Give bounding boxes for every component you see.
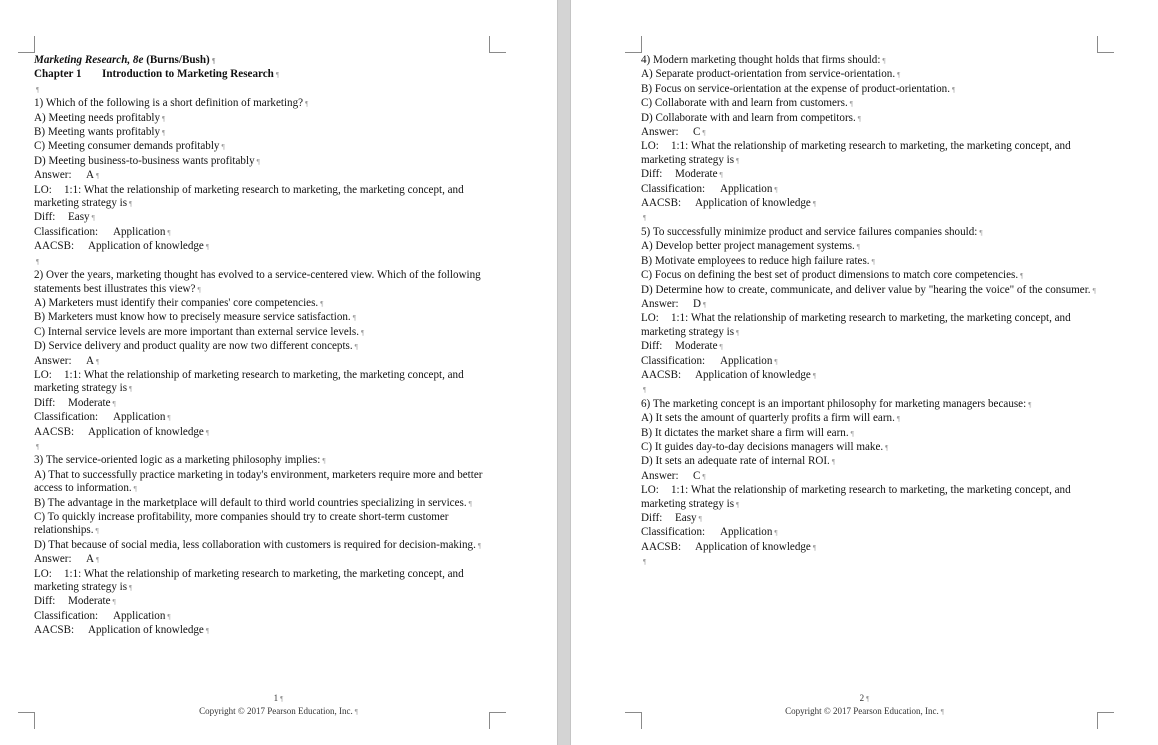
answer-option-value: B) Meeting wants profitably <box>34 126 161 139</box>
learning-objective-label: LO: <box>641 484 659 497</box>
answer-option: D) That because of social media, less collaboration with customers is required for decision-making. ¶ <box>34 538 482 551</box>
learning-objective-value: 1:1: What the relationship of marketing research to marketing, the marketing concept, and marketing strategy is <box>641 312 1071 338</box>
answer-option-value: A) That to successfully practice marketing in today's environment, marketers require more and better access to information. <box>34 468 483 495</box>
classification: Classification: Application ¶ <box>641 354 778 367</box>
aacsb-standard: AACSB: Application of knowledge ¶ <box>641 368 817 381</box>
learning-objective-label: LO: <box>641 140 659 153</box>
answer-key-value: A <box>86 169 95 182</box>
difficulty: Diff: Moderate ¶ <box>34 595 116 608</box>
answer-option-value: B) The advantage in the marketplace will default to third world countries specializing in services. <box>34 496 467 509</box>
document-page-2[interactable] <box>571 0 1158 745</box>
aacsb-standard-label: AACSB: <box>641 368 682 381</box>
answer-option: C) It guides day-to-day decisions managers will make. ¶ <box>641 440 889 453</box>
aacsb-standard: AACSB: Application of knowledge ¶ <box>34 624 210 637</box>
classification-label: Classification: <box>34 225 99 238</box>
answer-option: A) That to successfully practice marketing in today's environment, marketers require more and better access to information. ¶ <box>34 468 483 495</box>
difficulty-label: Diff: <box>34 211 56 224</box>
answer-option-value: A) Separate product-orientation from service-orientation. <box>641 68 896 81</box>
page-1-body[interactable]: Marketing Research, 8e (Burns/Bush) ¶ Chapter 1 Introduction to Marketing Research ¶ ¶ 1) Which of the following is a short definition of marketing? ¶ A) Meeting needs profitably ¶ B) Meeting wants profitably ¶ C) Meeting consumer demands profitably ¶ D) Meeting business-to-business wants profitably ¶ Answer: A ¶ LO: 1:1: What the relationship of marketing research to marketing, the marketing concept, and marketing strategy is ¶ Diff: Easy ¶ Classification: Application ¶ AACSB: Application of knowledge ¶ ¶ 2) Over the years, marketing thought has evolved to a service-centered view. Which of the following statements best illustrates this view? ¶ A) Marketers must identify their companies' core competencies. ¶ B) Marketers must know how to precisely measure service satisfaction. ¶ C) Internal service levels are more important than external service levels. ¶ D) Service delivery and product quality are now two different concepts. ¶ Answer: A ¶ LO: 1:1: What the relationship of marketing research to marketing, the marketing concept, and marketing strategy is ¶ Diff: Moderate ¶ Classification: Application ¶ AACSB: Application of knowledge ¶ ¶ 3) The service-oriented logic as a marketing philosophy implies: ¶ A) That to successfully practice marketing in today's environment, marketers require more and better access to information. ¶ B) The advantage in the marketplace will default to third world countries specializing in services. ¶ C) To quickly increase profitability, more companies should try to create short-term customer relationships. ¶ D) That because of social media, less collaboration with customers is required for decision-making. ¶ Answer: A ¶ LO: 1:1: What the relationship of marketing research to marketing, the marketing concept, and marketing strategy is ¶ Diff: Moderate ¶ Classification: Application ¶ AACSB: Application of knowledge ¶ <box>34 54 489 639</box>
answer-option: B) Motivate employees to reduce high failure rates. ¶ <box>641 254 875 267</box>
answer-option-value: D) Meeting business-to-business wants profitably <box>34 154 255 167</box>
answer-option-value: D) Collaborate with and learn from competitors. <box>641 111 856 124</box>
question-stem: 2) Over the years, marketing thought has evolved to a service-centered view. Which of the following statements best illustrates this view? ¶ <box>34 269 481 295</box>
aacsb-standard-label: AACSB: <box>641 540 682 553</box>
aacsb-standard-label: AACSB: <box>34 425 75 438</box>
answer-key-label: Answer: <box>641 126 679 139</box>
difficulty-label: Diff: <box>641 340 663 353</box>
page-number: 1 <box>273 693 279 703</box>
question-block-4 <box>641 54 1096 211</box>
answer-option: A) It sets the amount of quarterly profits a firm will earn. ¶ <box>641 412 901 425</box>
aacsb-standard-value: Application of knowledge <box>695 197 811 210</box>
difficulty-value: Easy <box>68 211 90 224</box>
answer-option-value: B) Marketers must know how to precisely measure service satisfaction. <box>34 311 351 324</box>
aacsb-standard: AACSB: Application of knowledge ¶ <box>641 540 817 553</box>
difficulty-value: Moderate <box>675 168 718 181</box>
question-stem-value: 1) Which of the following is a short definition of marketing? <box>34 97 304 110</box>
answer-option: B) The advantage in the marketplace will default to third world countries specializing in services. ¶ <box>34 496 472 509</box>
learning-objective-value: 1:1: What the relationship of marketing research to marketing, the marketing concept, and marketing strategy is <box>34 567 464 594</box>
question-stem: 1) Which of the following is a short definition of marketing? ¶ <box>34 97 309 110</box>
learning-objective: LO: 1:1: What the relationship of marketing research to marketing, the marketing concept, and marketing strategy is ¶ <box>641 484 1071 510</box>
answer-option-value: D) Service delivery and product quality are now two different concepts. <box>34 340 353 353</box>
answer-option-value: B) Motivate employees to reduce high failure rates. <box>641 254 870 267</box>
learning-objective: LO: 1:1: What the relationship of marketing research to marketing, the marketing concept, and marketing strategy is ¶ <box>34 567 464 594</box>
aacsb-standard-value: Application of knowledge <box>88 624 204 637</box>
question-block-1 <box>34 97 489 254</box>
learning-objective: LO: 1:1: What the relationship of marketing research to marketing, the marketing concept, and marketing strategy is ¶ <box>34 183 464 210</box>
answer-key-value: D <box>693 297 702 310</box>
learning-objective-value: 1:1: What the relationship of marketing research to marketing, the marketing concept, and marketing strategy is <box>641 140 1071 166</box>
answer-key: Answer: C ¶ <box>641 469 706 482</box>
difficulty-value: Easy <box>675 512 697 524</box>
answer-option: A) Separate product-orientation from service-orientation. ¶ <box>641 68 901 81</box>
aacsb-standard: AACSB: Application of knowledge ¶ <box>641 197 817 210</box>
crop-mark-top-left <box>18 36 35 53</box>
answer-key-value: A <box>86 354 95 367</box>
answer-option-value: C) Collaborate with and learn from customers. <box>641 97 848 110</box>
classification: Classification: Application ¶ <box>34 225 171 238</box>
answer-key-label: Answer: <box>34 553 72 566</box>
answer-option: B) Marketers must know how to precisely measure service satisfaction. ¶ <box>34 311 356 324</box>
answer-option: A) Develop better project management systems. ¶ <box>641 240 860 253</box>
answer-option: D) Collaborate with and learn from competitors. ¶ <box>641 111 861 124</box>
chapter-number: Chapter 1 <box>34 68 82 81</box>
answer-option-value: C) Meeting consumer demands profitably <box>34 140 220 153</box>
crop-mark-top-right <box>1097 36 1114 53</box>
answer-key-value: C <box>693 469 701 482</box>
answer-option: A) Meeting needs profitably ¶ <box>34 111 166 124</box>
question-stem-value: 6) The marketing concept is an important philosophy for marketing managers because: <box>641 397 1027 410</box>
answer-key: Answer: C ¶ <box>641 126 706 139</box>
question-block-6 <box>641 398 1096 555</box>
aacsb-standard-value: Application of knowledge <box>695 368 811 381</box>
answer-option-value: B) Focus on service-orientation at the expense of product-orientation. <box>641 82 950 95</box>
answer-option: B) It dictates the market share a firm will earn. ¶ <box>641 426 854 439</box>
crop-mark-top-right <box>489 36 506 53</box>
difficulty-label: Diff: <box>34 595 56 608</box>
classification-value: Application <box>720 354 773 367</box>
answer-option-value: A) Marketers must identify their companies' core competencies. <box>34 296 319 309</box>
page-number: 2 <box>859 693 865 703</box>
answer-option-value: C) It guides day-to-day decisions managers will make. <box>641 440 884 453</box>
learning-objective-label: LO: <box>34 183 52 196</box>
answer-option-value: A) Meeting needs profitably <box>34 111 161 124</box>
answer-key: Answer: D ¶ <box>641 297 707 310</box>
answer-key-value: C <box>693 126 701 139</box>
learning-objective-value: 1:1: What the relationship of marketing research to marketing, the marketing concept, and marketing strategy is <box>641 484 1071 510</box>
answer-key: Answer: A ¶ <box>34 354 100 367</box>
answer-option-value: B) It dictates the market share a firm will earn. <box>641 426 849 439</box>
answer-option: C) Meeting consumer demands profitably ¶ <box>34 140 225 153</box>
answer-key-label: Answer: <box>34 354 72 367</box>
difficulty-label: Diff: <box>34 396 56 409</box>
answer-option-value: D) It sets an adequate rate of internal ROI. <box>641 455 830 468</box>
learning-objective-value: 1:1: What the relationship of marketing research to marketing, the marketing concept, and marketing strategy is <box>34 183 464 210</box>
learning-objective: LO: 1:1: What the relationship of marketing research to marketing, the marketing concept, and marketing strategy is ¶ <box>641 312 1071 338</box>
classification: Classification: Application ¶ <box>34 609 171 622</box>
chapter-title: Introduction to Marketing Research <box>102 68 274 81</box>
answer-option: C) Internal service levels are more important than external service levels. ¶ <box>34 325 365 338</box>
difficulty: Diff: Moderate ¶ <box>34 396 116 409</box>
answer-option: D) Determine how to create, communicate, and deliver value by "hearing the voice" of the consumer. ¶ <box>641 283 1096 296</box>
answer-option-value: A) It sets the amount of quarterly profits a firm will earn. <box>641 412 895 425</box>
classification-label: Classification: <box>34 609 99 622</box>
answer-option: D) Meeting business-to-business wants profitably ¶ <box>34 154 260 167</box>
answer-option: B) Focus on service-orientation at the expense of product-orientation. ¶ <box>641 82 956 95</box>
aacsb-standard: AACSB: Application of knowledge ¶ <box>34 240 210 253</box>
answer-key: Answer: A ¶ <box>34 169 100 182</box>
document-page-1[interactable] <box>0 0 557 745</box>
answer-option-value: C) Focus on defining the best set of product dimensions to match core competencies. <box>641 269 1019 282</box>
classification-label: Classification: <box>641 354 706 367</box>
chapter-heading: Chapter 1 Introduction to Marketing Research ¶ <box>34 68 280 81</box>
difficulty: Diff: Easy ¶ <box>34 211 95 224</box>
classification: Classification: Application ¶ <box>641 182 778 195</box>
difficulty-value: Moderate <box>68 595 111 608</box>
answer-option-value: C) To quickly increase profitability, more companies should try to create short-term customer relationships. <box>34 511 449 537</box>
answer-option: B) Meeting wants profitably ¶ <box>34 126 166 139</box>
answer-option-value: A) Develop better project management systems. <box>641 240 855 253</box>
learning-objective-label: LO: <box>34 368 52 381</box>
difficulty-label: Diff: <box>641 168 663 181</box>
learning-objective-label: LO: <box>641 312 659 325</box>
answer-key: Answer: A ¶ <box>34 553 100 566</box>
difficulty: Diff: Moderate ¶ <box>641 168 723 181</box>
difficulty-label: Diff: <box>641 512 663 524</box>
answer-option: C) To quickly increase profitability, more companies should try to create short-term customer relationships. ¶ <box>34 511 449 537</box>
answer-option-value: C) Internal service levels are more important than external service levels. <box>34 325 359 338</box>
question-stem-value: 3) The service-oriented logic as a marketing philosophy implies: <box>34 454 321 467</box>
book-title: Marketing Research, 8e <box>34 54 144 66</box>
answer-key-value: A <box>86 553 95 566</box>
answer-option: D) It sets an adequate rate of internal ROI. ¶ <box>641 455 835 468</box>
answer-option: C) Focus on defining the best set of product dimensions to match core competencies. ¶ <box>641 269 1024 282</box>
answer-key-label: Answer: <box>34 169 72 182</box>
answer-option-value: D) That because of social media, less collaboration with customers is required for decision-making. <box>34 538 476 551</box>
book-authors: (Burns/Bush) <box>146 54 210 66</box>
page-footer-1: 1 ¶ Copyright © 2017 Pearson Education, Inc. ¶ <box>199 693 358 716</box>
question-stem-value: 2) Over the years, marketing thought has evolved to a service-centered view. Which of the following statements best illustrates this view? <box>34 269 481 295</box>
answer-key-label: Answer: <box>641 469 679 482</box>
aacsb-standard-value: Application of knowledge <box>695 540 811 553</box>
classification-value: Application <box>113 411 166 424</box>
aacsb-standard-label: AACSB: <box>641 197 682 210</box>
difficulty: Diff: Easy ¶ <box>641 512 702 524</box>
copyright-notice: Copyright © 2017 Pearson Education, Inc. <box>199 706 353 716</box>
learning-objective: LO: 1:1: What the relationship of marketing research to marketing, the marketing concept, and marketing strategy is ¶ <box>641 140 1071 166</box>
learning-objective: LO: 1:1: What the relationship of marketing research to marketing, the marketing concept, and marketing strategy is ¶ <box>34 368 464 395</box>
learning-objective-value: 1:1: What the relationship of marketing research to marketing, the marketing concept, and marketing strategy is <box>34 368 464 395</box>
page-gutter <box>557 0 571 745</box>
answer-option: C) Collaborate with and learn from customers. ¶ <box>641 97 853 110</box>
aacsb-standard-label: AACSB: <box>34 240 75 253</box>
page-2-body[interactable]: 4) Modern marketing thought holds that firms should: ¶ A) Separate product-orientation from service-orientation. ¶ B) Focus on service-orientation at the expense of product-orientation. ¶ C) Collaborate with and learn from customers. ¶ D) Collaborate with and learn from competitors. ¶ Answer: C ¶ LO: 1:1: What the relationship of marketing research to marketing, the marketing concept, and marketing strategy is ¶ Diff: Moderate ¶ Classification: Application ¶ AACSB: Application of knowledge ¶ ¶ 5) To successfully minimize product and service failures companies should: ¶ A) Develop better project management systems. ¶ B) Motivate employees to reduce high failure rates. ¶ C) Focus on defining the best set of product dimensions to match core competencies. ¶ D) Determine how to create, communicate, and deliver value by "hearing the voice" of the consumer. ¶ Answer: D ¶ LO: 1:1: What the relationship of marketing research to marketing, the marketing concept, and marketing strategy is ¶ Diff: Moderate ¶ Classification: Application ¶ AACSB: Application of knowledge ¶ ¶ 6) The marketing concept is an important philosophy for marketing managers because: ¶ A) It sets the amount of quarterly profits a firm will earn. ¶ B) It dictates the market share a firm will earn. ¶ C) It guides day-to-day decisions managers will make. ¶ D) It sets an adequate rate of internal ROI. ¶ Answer: C ¶ LO: 1:1: What the relationship of marketing research to marketing, the marketing concept, and marketing strategy is ¶ Diff: Easy ¶ Classification: Application ¶ AACSB: Application of knowledge ¶ ¶ <box>641 54 1096 567</box>
aacsb-standard: AACSB: Application of knowledge ¶ <box>34 425 210 438</box>
classification-value: Application <box>720 182 773 195</box>
classification-value: Application <box>720 526 773 539</box>
question-block-3 <box>34 454 489 638</box>
classification: Classification: Application ¶ <box>34 411 171 424</box>
aacsb-standard-value: Application of knowledge <box>88 425 204 438</box>
difficulty-value: Moderate <box>68 396 111 409</box>
classification-label: Classification: <box>641 182 706 195</box>
aacsb-standard-value: Application of knowledge <box>88 240 204 253</box>
aacsb-standard-label: AACSB: <box>34 624 75 637</box>
answer-key-label: Answer: <box>641 297 679 310</box>
question-stem: 4) Modern marketing thought holds that firms should: ¶ <box>641 54 886 66</box>
answer-option: D) Service delivery and product quality are now two different concepts. ¶ <box>34 340 358 353</box>
classification-value: Application <box>113 225 166 238</box>
classification-value: Application <box>113 609 166 622</box>
question-block-5 <box>641 226 1096 383</box>
classification: Classification: Application ¶ <box>641 526 778 539</box>
difficulty-value: Moderate <box>675 340 718 353</box>
copyright-notice: Copyright © 2017 Pearson Education, Inc. <box>785 706 939 716</box>
question-stem-value: 4) Modern marketing thought holds that firms should: <box>641 54 881 66</box>
question-stem-value: 5) To successfully minimize product and service failures companies should: <box>641 225 978 238</box>
answer-option-value: D) Determine how to create, communicate, and deliver value by "hearing the voice" of the consumer. <box>641 283 1091 296</box>
answer-option: A) Marketers must identify their companies' core competencies. ¶ <box>34 296 324 309</box>
question-block-2 <box>34 269 489 440</box>
page-footer-2: 2 ¶ Copyright © 2017 Pearson Education, Inc. ¶ <box>785 693 944 716</box>
difficulty: Diff: Moderate ¶ <box>641 340 723 353</box>
book-header: Marketing Research, 8e (Burns/Bush) ¶ <box>34 54 216 66</box>
crop-mark-top-left <box>625 36 642 53</box>
question-stem: 6) The marketing concept is an important philosophy for marketing managers because: ¶ <box>641 397 1032 410</box>
question-stem: 5) To successfully minimize product and service failures companies should: ¶ <box>641 225 983 238</box>
learning-objective-label: LO: <box>34 567 52 580</box>
classification-label: Classification: <box>34 411 99 424</box>
question-stem: 3) The service-oriented logic as a marketing philosophy implies: ¶ <box>34 454 326 467</box>
classification-label: Classification: <box>641 526 706 539</box>
